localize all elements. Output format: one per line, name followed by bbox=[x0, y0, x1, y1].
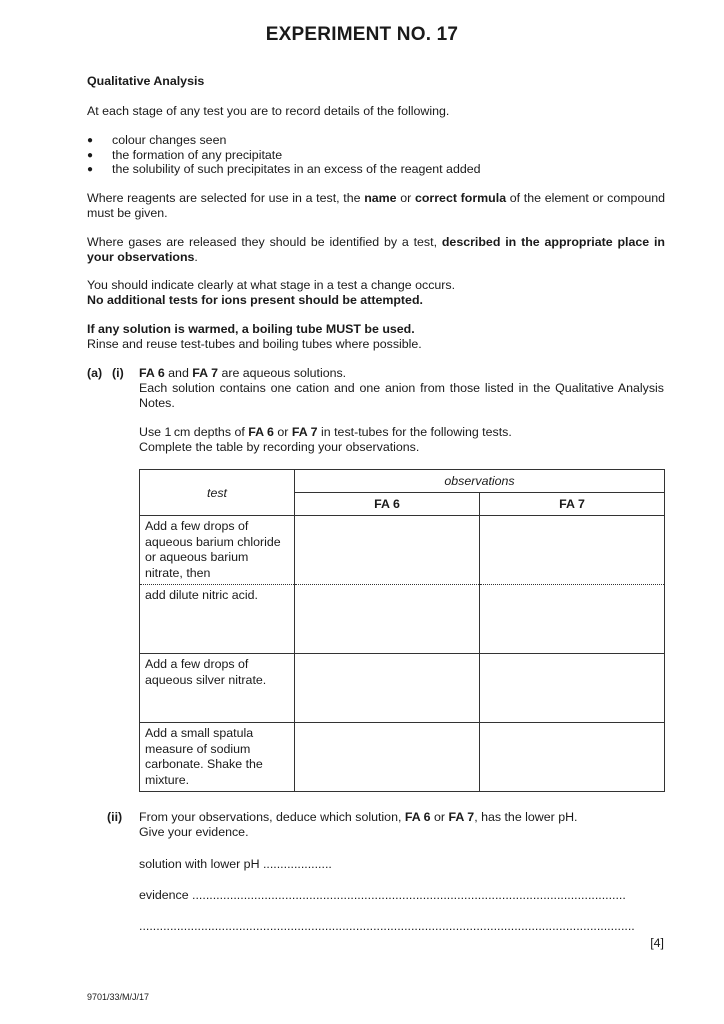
fa7-observation-cell[interactable] bbox=[480, 585, 665, 654]
evidence-continuation-line[interactable]: ................................................................................................................................................ bbox=[139, 919, 635, 933]
part-ii-evidence-prompt: Give your evidence. bbox=[139, 825, 249, 839]
warming-note: If any solution is warmed, a boiling tube MUST be used. bbox=[87, 322, 415, 336]
part-ii-label: (ii) bbox=[107, 810, 123, 824]
table-row bbox=[140, 723, 665, 792]
rinse-note: Rinse and reuse test-tubes and boiling tubes where possible. bbox=[87, 337, 422, 351]
lower-ph-dots: .................... bbox=[259, 857, 332, 871]
part-i-label: (i) bbox=[112, 366, 124, 380]
page-title: EXPERIMENT NO. 17 bbox=[265, 24, 459, 45]
fa6-observation-cell[interactable] bbox=[295, 723, 480, 792]
evidence-label: evidence bbox=[139, 888, 189, 902]
fa6-observation-cell[interactable] bbox=[295, 654, 480, 723]
intro-text: At each stage of any test you are to record details of the following. bbox=[87, 104, 450, 118]
evidence-answer-line[interactable] bbox=[139, 888, 664, 902]
fa6-column-header: FA 6 bbox=[295, 493, 480, 516]
bullet-text: the formation of any precipitate bbox=[112, 148, 283, 162]
lower-ph-answer-line[interactable] bbox=[139, 857, 332, 871]
fa7-column-header: FA 7 bbox=[480, 493, 665, 516]
bullet-icon: ● bbox=[87, 164, 94, 175]
table-row bbox=[140, 516, 665, 585]
fa6-observation-cell[interactable] bbox=[295, 585, 480, 654]
no-additional-tests-note: No additional tests for ions present should be attempted. bbox=[87, 293, 423, 307]
test-cell: Add a small spatula measure of sodium carbonate. Shake the mixture. bbox=[140, 723, 295, 792]
fa7-observation-cell[interactable] bbox=[480, 723, 665, 792]
bullet-icon: ● bbox=[87, 135, 94, 146]
bullet-text: colour changes seen bbox=[112, 133, 227, 147]
part-a-instruction: Use 1 cm depths of FA 6 or FA 7 in test-tubes for the following tests. bbox=[139, 425, 512, 439]
bullet-icon: ● bbox=[87, 150, 94, 161]
part-a-complete-table: Complete the table by recording your observations. bbox=[139, 440, 420, 454]
test-cell: Add a few drops of aqueous barium chloride or aqueous barium nitrate, then bbox=[140, 516, 295, 585]
gases-paragraph: Where gases are released they should be identified by a test, described in the appropriate place in your observations. bbox=[87, 235, 666, 264]
part-a-intro: FA 6 and FA 7 are aqueous solutions. bbox=[139, 366, 347, 380]
observations-table bbox=[139, 469, 665, 792]
stage-instruction: You should indicate clearly at what stage in a test a change occurs. bbox=[87, 278, 456, 292]
reagents-paragraph: Where reagents are selected for use in a test, the name or correct formula of the element or compound must be given. bbox=[87, 191, 666, 220]
evidence-dots: .............................................................................................................................. bbox=[188, 888, 626, 902]
fa7-observation-cell[interactable] bbox=[480, 516, 665, 585]
fa7-observation-cell[interactable] bbox=[480, 654, 665, 723]
test-column-header: test bbox=[140, 470, 295, 516]
table-row bbox=[140, 654, 665, 723]
part-a-label: (a) bbox=[87, 366, 103, 380]
table-row bbox=[140, 585, 665, 654]
part-a-description: Each solution contains one cation and one anion from those listed in the Qualitative Analysis Notes. bbox=[139, 381, 664, 410]
page-footer-code: 9701/33/M/J/17 bbox=[87, 992, 150, 1002]
bullet-text: the solubility of such precipitates in an excess of the reagent added bbox=[112, 162, 481, 176]
test-cell: Add a few drops of aqueous silver nitrate. bbox=[140, 654, 295, 723]
section-heading: Qualitative Analysis bbox=[87, 74, 205, 88]
part-ii-question: From your observations, deduce which solution, FA 6 or FA 7, has the lower pH. bbox=[139, 810, 578, 824]
marks-indicator: [4] bbox=[650, 936, 664, 950]
lower-ph-label: solution with lower pH bbox=[139, 857, 260, 871]
fa6-observation-cell[interactable] bbox=[295, 516, 480, 585]
test-cell: add dilute nitric acid. bbox=[140, 585, 295, 654]
observations-header: observations bbox=[295, 470, 665, 493]
